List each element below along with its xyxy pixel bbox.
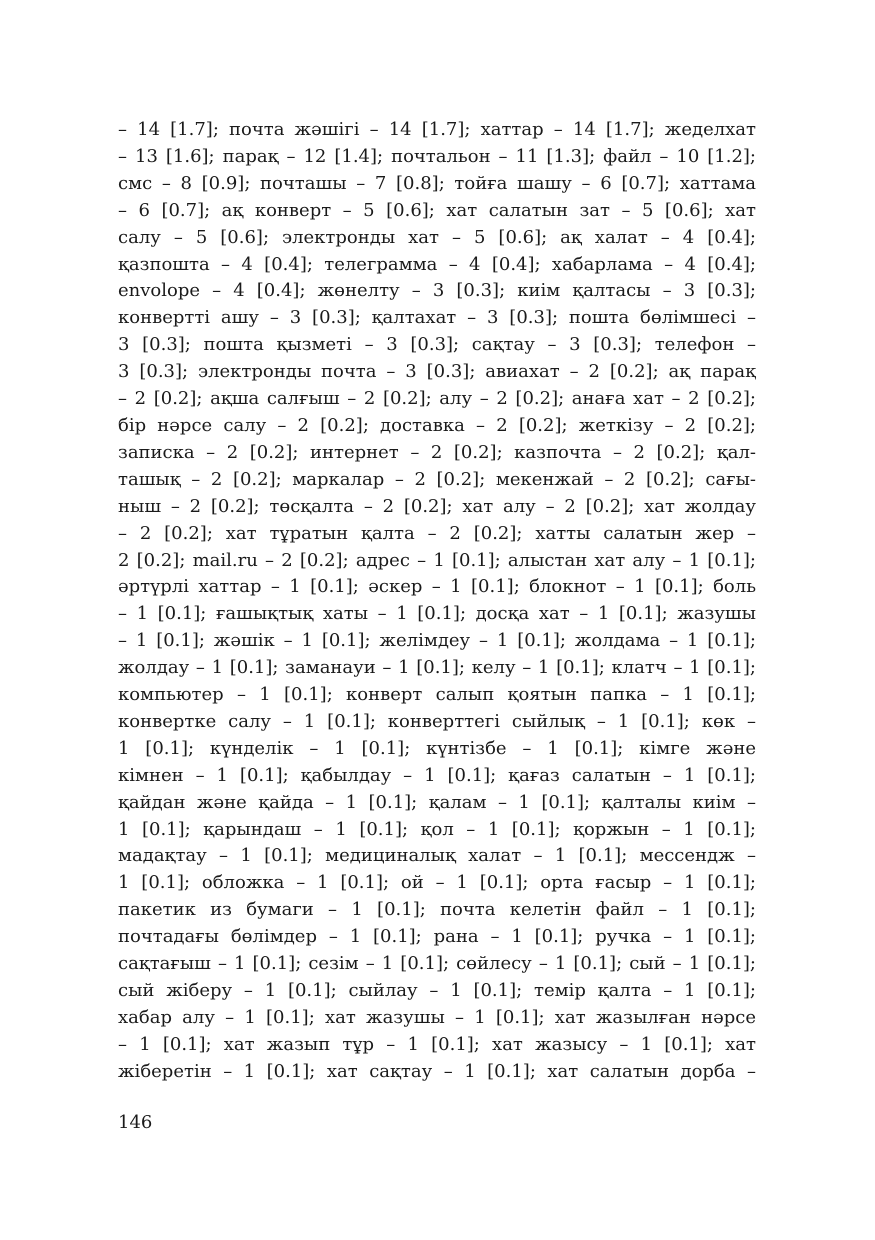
text-line: салу – 5 [0.6]; электронды хат – 5 [0.6]; ақ халат – 4 [0.4];: [118, 226, 756, 248]
text-line: – 1 [0.1]; ғашықтық хаты – 1 [0.1]; досқа хат – 1 [0.1]; жазушы: [118, 603, 756, 625]
text-line: конвертке салу – 1 [0.1]; конверттегі сыйлық – 1 [0.1]; көк –: [118, 710, 756, 732]
text-line: – 6 [0.7]; ақ конверт – 5 [0.6]; хат салатын зат – 5 [0.6]; хат: [118, 199, 756, 221]
text-line: әртүрлі хаттар – 1 [0.1]; әскер – 1 [0.1]; блокнот – 1 [0.1]; боль: [118, 576, 756, 598]
body-text: [118, 117, 756, 1086]
text-line: бір нәрсе салу – 2 [0.2]; доставка – 2 [0.2]; жеткізу – 2 [0.2];: [118, 414, 756, 436]
text-line: компьютер – 1 [0.1]; конверт салып қоятын папка – 1 [0.1];: [118, 684, 756, 706]
text-line: смс – 8 [0.9]; почташы – 7 [0.8]; тойға шашу – 6 [0.7]; хаттама: [118, 172, 756, 194]
text-line: пакетик из бумаги – 1 [0.1]; почта келетін файл – 1 [0.1];: [118, 899, 756, 921]
text-line: envolope – 4 [0.4]; жөнелту – 3 [0.3]; киім қалтасы – 3 [0.3];: [118, 280, 756, 302]
text-line: кімнен – 1 [0.1]; қабылдау – 1 [0.1]; қағаз салатын – 1 [0.1];: [118, 764, 756, 786]
text-line: қазпошта – 4 [0.4]; телеграмма – 4 [0.4]; хабарлама – 4 [0.4];: [118, 253, 756, 275]
text-line: 3 [0.3]; электронды почта – 3 [0.3]; авиахат – 2 [0.2]; ақ парақ: [118, 361, 756, 383]
text-line: сый жіберу – 1 [0.1]; сыйлау – 1 [0.1]; темір қалта – 1 [0.1];: [118, 980, 756, 1001]
text-line: ныш – 2 [0.2]; төсқалта – 2 [0.2]; хат алу – 2 [0.2]; хат жолдау: [118, 495, 756, 517]
text-line: 2 [0.2]; mail.ru – 2 [0.2]; адрес – 1 [0.1]; алыстан хат алу – 1 [0.1];: [118, 549, 756, 571]
text-line: 1 [0.1]; қарындаш – 1 [0.1]; қол – 1 [0.1]; қоржын – 1 [0.1];: [118, 818, 756, 840]
text-line: – 1 [0.1]; жәшік – 1 [0.1]; желімдеу – 1 [0.1]; жолдама – 1 [0.1];: [118, 630, 756, 652]
text-line: – 14 [1.7]; почта жәшігі – 14 [1.7]; хаттар – 14 [1.7]; жеделхат: [118, 119, 756, 140]
text-line: жолдау – 1 [0.1]; заманауи – 1 [0.1]; келу – 1 [0.1]; клатч – 1 [0.1];: [118, 657, 756, 679]
text-line: – 13 [1.6]; парақ – 12 [1.4]; почтальон – 11 [1.3]; файл – 10 [1.2];: [118, 145, 756, 167]
text-line: 3 [0.3]; пошта қызметі – 3 [0.3]; сақтау – 3 [0.3]; телефон –: [118, 334, 756, 356]
text-line: – 2 [0.2]; ақша салғыш – 2 [0.2]; алу – 2 [0.2]; анаға хат – 2 [0.2];: [118, 388, 756, 410]
text-line: жіберетін – 1 [0.1]; хат сақтау – 1 [0.1]; хат салатын дорба –: [118, 1060, 756, 1082]
text-line: – 1 [0.1]; хат жазып тұр – 1 [0.1]; хат жазысу – 1 [0.1]; хат: [118, 1033, 756, 1055]
page-number: 146: [118, 1112, 153, 1133]
text-line: 1 [0.1]; обложка – 1 [0.1]; ой – 1 [0.1]; орта ғасыр – 1 [0.1];: [118, 872, 756, 894]
text-line: ташық – 2 [0.2]; маркалар – 2 [0.2]; мекенжай – 2 [0.2]; сағы-: [118, 468, 756, 490]
text-line: 1 [0.1]; күнделік – 1 [0.1]; күнтізбе – 1 [0.1]; кімге және: [118, 737, 756, 759]
text-line: қайдан және қайда – 1 [0.1]; қалам – 1 [0.1]; қалталы киім –: [118, 791, 756, 813]
text-line: сақтағыш – 1 [0.1]; сезім – 1 [0.1]; сөйлесу – 1 [0.1]; сый – 1 [0.1];: [118, 953, 756, 975]
text-line: – 2 [0.2]; хат тұратын қалта – 2 [0.2]; хатты салатын жер –: [118, 522, 756, 544]
text-line: хабар алу – 1 [0.1]; хат жазушы – 1 [0.1]; хат жазылған нәрсе: [118, 1006, 756, 1028]
text-line: конвертті ашу – 3 [0.3]; қалтахат – 3 [0.3]; пошта бөлімшесі –: [118, 307, 756, 329]
text-line: мадақтау – 1 [0.1]; медициналық халат – 1 [0.1]; мессендж –: [118, 845, 756, 867]
text-line: почтадағы бөлімдер – 1 [0.1]; рана – 1 [0.1]; ручка – 1 [0.1];: [118, 926, 756, 948]
text-line: записка – 2 [0.2]; интернет – 2 [0.2]; казпочта – 2 [0.2]; қал-: [118, 441, 756, 463]
